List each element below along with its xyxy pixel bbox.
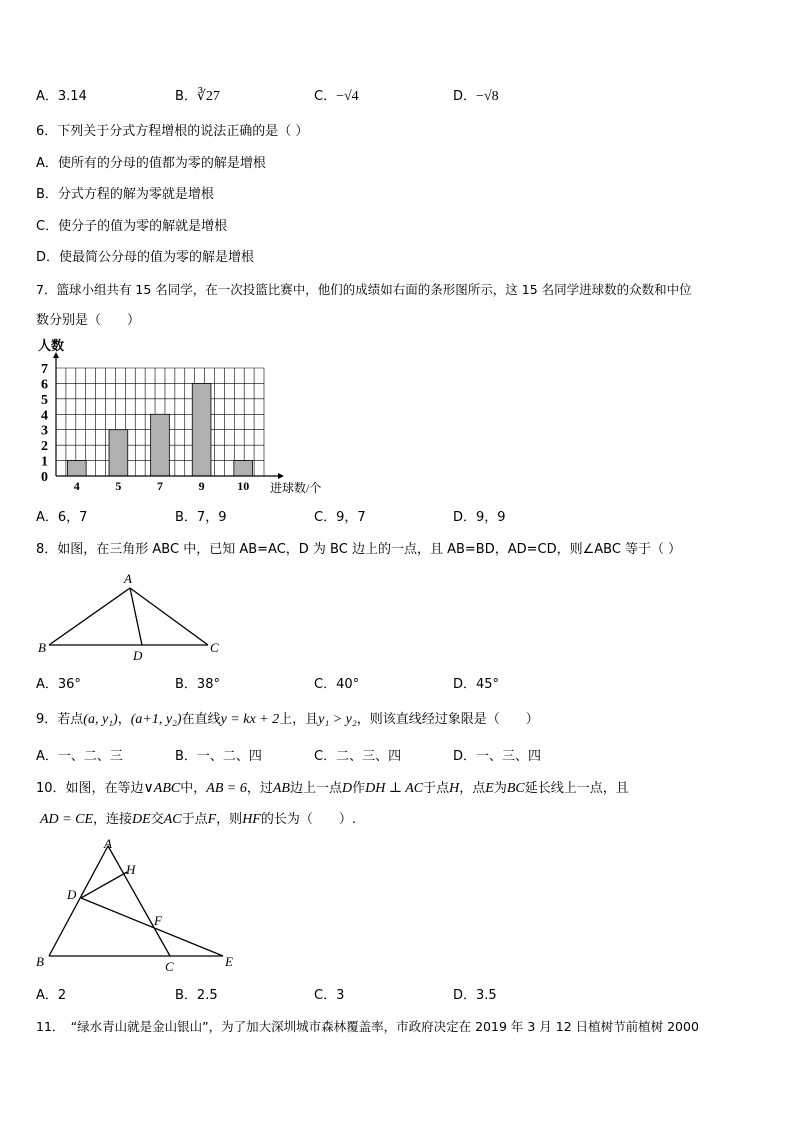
x-tick-label: 4 (73, 479, 80, 493)
q9-text-1: 9．若点 (36, 712, 84, 727)
q9-text-2: 在直线 (181, 712, 221, 727)
chart-x-axis-label: 进球数/个 (270, 481, 322, 495)
q10-math: AB = 6 (206, 781, 247, 796)
q7-stem-line2: 数分别是（ ） (36, 313, 141, 328)
q9-stem (36, 712, 539, 728)
q5-option-d (453, 89, 499, 105)
label-e: E (225, 954, 233, 969)
q9-sep: ， (117, 712, 131, 727)
q10-text: 延长线上一点，且 (524, 781, 629, 796)
segment-de (81, 898, 223, 956)
q10-option-a: A．2 (36, 988, 67, 1003)
q6-option-a: A．使所有的分母的值都为零的解是增根 (36, 156, 266, 171)
bar-4 (67, 461, 86, 476)
q5-option-a (36, 89, 87, 105)
q8-option-a: A．36° (36, 677, 81, 692)
label-h: H (126, 862, 136, 877)
q9-inequality: y₁ > y₂ (318, 712, 357, 727)
label-c: C (165, 959, 174, 974)
q7-option-b: B．7，9 (175, 510, 227, 525)
segment-ac (130, 588, 208, 645)
q10-text: ，则 (216, 812, 243, 827)
q10-text: 中， (180, 781, 207, 796)
q10-text: 于点 (423, 781, 450, 796)
q9-option-a: A．一、二、三 (36, 749, 123, 764)
label-b: B (36, 954, 44, 969)
option-value: ∛27 (196, 89, 220, 104)
bar-chart (28, 336, 358, 496)
q7-option-c: C．9，7 (314, 510, 366, 525)
q10-text: ，点 (459, 781, 486, 796)
q10-triangle-figure (30, 836, 270, 976)
bar-5 (109, 430, 128, 476)
segment-ab (49, 588, 130, 645)
q10-stem-line1 (36, 781, 629, 797)
label-f: F (154, 913, 162, 928)
label-d: D (67, 887, 77, 902)
q9-option-c: C．二、三、四 (314, 749, 402, 764)
q5-option-b (175, 89, 220, 105)
segment-dh (81, 872, 127, 898)
q10-math: E (485, 781, 494, 796)
x-tick-label: 7 (157, 479, 163, 493)
q8-triangle-figure (30, 570, 270, 670)
q7-stem-line1: 7．篮球小组共有 15 名同学，在一次投篮比赛中，他们的成绩如右面的条形图所示，这 15 名同学进球数的众数和中位 (36, 282, 692, 297)
y-tick-label: 4 (41, 408, 48, 424)
option-letter: D． (453, 89, 477, 104)
q9-point-2: (a+1, y₂) (130, 712, 182, 727)
y-tick-label: 0 (41, 470, 48, 485)
label-b: B (38, 640, 46, 655)
y-tick-label: 3 (41, 423, 48, 439)
q9-option-b: B．一、二、四 (175, 749, 262, 764)
y-tick-label: 1 (41, 454, 48, 470)
chart-y-tick-labels (41, 362, 48, 485)
segment-ad (130, 588, 142, 645)
option-letter: C． (314, 89, 337, 104)
q10-math: DH ⊥ AC (365, 781, 424, 796)
q10-option-c: C．3 (314, 988, 345, 1003)
y-tick-label: 6 (41, 377, 48, 393)
q10-text: ，连接 (93, 812, 133, 827)
q10-option-d: D．3.5 (453, 988, 497, 1003)
x-tick-label: 9 (198, 479, 205, 493)
q10-text: 于点 (181, 812, 208, 827)
q8-stem: 8．如图，在三角形 ABC 中，已知 AB=AC，D 为 BC 边上的一点，且 AB=BD，AD=CD，则∠ABC 等于（ ） (36, 542, 682, 557)
q10-math: AC (163, 812, 182, 827)
q8-option-c: C．40° (314, 677, 360, 692)
q10-text: 10．如图，在等边 (36, 781, 144, 796)
q6-option-c: C．使分子的值为零的解就是增根 (36, 219, 228, 234)
y-tick-label: 7 (41, 362, 48, 377)
option-value: −√4 (336, 89, 359, 104)
q10-math: BC (506, 781, 525, 796)
q10-math: AD = CE (40, 812, 93, 827)
option-value: −√8 (476, 89, 499, 104)
y-tick-label: 2 (41, 439, 48, 455)
q10-math: ∨ABC (143, 781, 181, 796)
q10-text: 为 (493, 781, 507, 796)
q10-math: HF (242, 812, 261, 827)
q9-option-d: D．一、三、四 (453, 749, 542, 764)
label-a: A (104, 836, 112, 851)
option-letter: B． (175, 89, 197, 104)
option-value: 3.14 (57, 89, 87, 104)
q10-text: 交 (150, 812, 164, 827)
option-letter: A． (36, 89, 58, 104)
y-tick-label: 5 (41, 392, 48, 408)
label-d: D (133, 648, 143, 663)
q7-option-d: D．9，9 (453, 510, 506, 525)
segment-ac (108, 846, 170, 956)
x-tick-label: 10 (237, 479, 250, 493)
q10-stem-line2 (40, 812, 356, 828)
q10-text: 边上一点 (289, 781, 342, 796)
x-axis-arrow (278, 473, 284, 479)
q6-option-d: D．使最简公分母的值为零的解是增根 (36, 250, 255, 265)
q8-option-d: D．45° (453, 677, 500, 692)
bar-10 (234, 461, 253, 476)
q10-math: AB (272, 781, 290, 796)
q6-option-b: B．分式方程的解为零就是增根 (36, 187, 214, 202)
q6-stem: 6．下列关于分式方程增根的说法正确的是（ ） (36, 124, 309, 139)
q10-math: DE (132, 812, 151, 827)
q10-math: F (207, 812, 217, 827)
bar-7 (151, 414, 170, 476)
label-a: A (124, 571, 132, 586)
q10-text: 作 (352, 781, 366, 796)
q10-text: ，过 (246, 781, 273, 796)
segment-ab (49, 846, 108, 956)
bar-9 (192, 383, 211, 476)
q9-text-3: 上，且 (279, 712, 319, 727)
label-c: C (210, 640, 219, 655)
q9-text-4: ，则该直线经过象限是（ ） (356, 712, 539, 727)
q10-option-b: B．2.5 (175, 988, 218, 1003)
q7-option-a: A．6，7 (36, 510, 88, 525)
q5-option-c (314, 89, 359, 105)
chart-x-tick-labels (74, 479, 249, 493)
q9-point-1: (a, y₁) (83, 712, 118, 727)
q10-math: D (341, 781, 353, 796)
q11-stem: 11． “绿水青山就是金山银山”，为了加大深圳城市森林覆盖率，市政府决定在 2019 年 3 月 12 日植树节前植树 2000 (36, 1019, 699, 1034)
q8-option-b: B．38° (175, 677, 220, 692)
chart-y-axis-label: 人数 (38, 338, 65, 353)
x-tick-label: 5 (115, 479, 122, 493)
q9-line-equation: y = kx + 2 (220, 712, 280, 727)
q10-text: 的长为（ ）. (260, 812, 356, 827)
q10-math: H (449, 781, 460, 796)
